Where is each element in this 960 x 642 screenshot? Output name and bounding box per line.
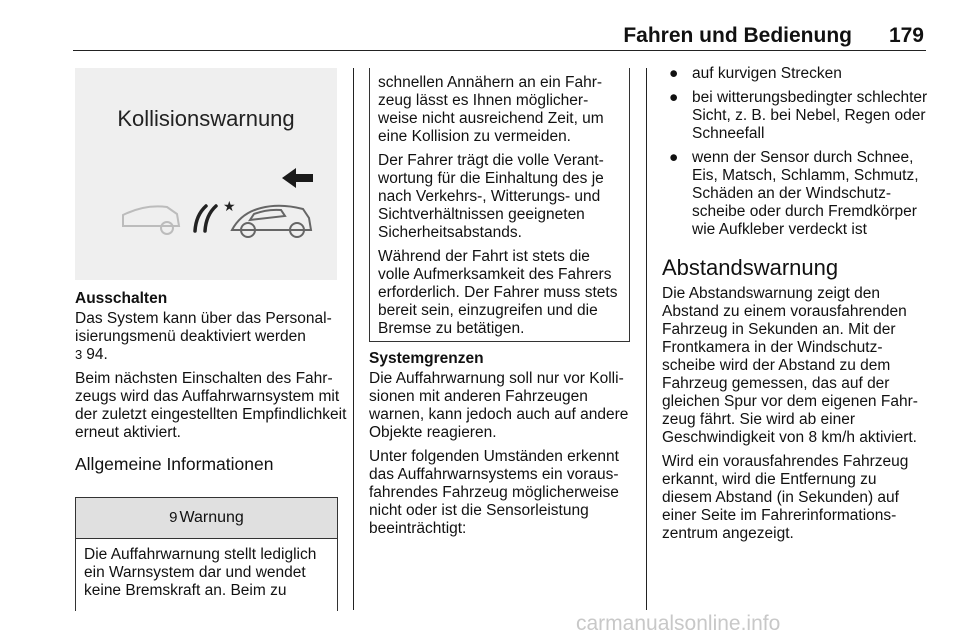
warning-continued-paragraph-1: schnellen Annähern an ein Fahrzeug lässt es Ihnen möglicherweise nicht ausreichend Zeit, um eine Kollision zu vermeiden. — [378, 74, 604, 145]
header-rule — [73, 50, 926, 51]
paragraph-ausschalten-1 — [75, 310, 347, 364]
warning-header — [76, 498, 337, 539]
column-3 — [662, 65, 930, 549]
warning-box — [75, 497, 338, 611]
bullet-icon: ● — [669, 149, 679, 166]
page-reference: 94. — [86, 346, 108, 363]
watermark: carmanualsonline.info — [576, 612, 781, 635]
list-item-text: bei witterungsbedingter schlechter Sicht, z. B. bei Nebel, Regen oder Schneefall — [692, 89, 928, 142]
page-header-title: Fahren und Bedienung — [623, 24, 852, 47]
paragraph-abstand-1: Die Abstandswarnung zeigt den Abstand zu einem vorausfahrenden Fahrzeug in Sekunden an. Mit der Frontkamera in der Windschutzscheibe wird der Abstand zu dem Fahrzeug gemessen, das auf der gleichen Spur vor dem eigenen Fahrzeug fährt. Sie wird ab einer Geschwindigkeit von 8 km/h aktiviert. — [662, 285, 918, 446]
star-icon: ★ — [223, 199, 236, 215]
paragraph-systemgrenzen-2: Unter folgenden Umständen erkennt das Auffahrwarnsystems ein vorausfahrendes Fahrzeug möglicherweise nicht oder ist die Sensorleistung beeinträchtigt: — [369, 448, 619, 537]
warning-icon: 9 — [169, 509, 178, 526]
car-collision-illustration — [75, 68, 337, 280]
paragraph-abstand-2: Wird ein vorausfahrendes Fahrzeug erkannt, wird die Entfernung zu diesem Abstand (in Sekunden) auf einer Seite im Fahrerinformationszentrum angezeigt. — [662, 453, 909, 542]
warning-box-continued — [369, 68, 630, 342]
page-number: 179 — [888, 24, 924, 47]
page-reference-icon: 3 — [75, 347, 83, 362]
list-item-text: auf kurvigen Strecken — [692, 65, 842, 82]
paragraph-systemgrenzen-1: Die Auffahrwarnung soll nur vor Kollisionen mit anderen Fahrzeugen warnen, kann jedoch auch auf andere Objekte reagieren. — [369, 370, 629, 441]
warning-continued-paragraph-2: Der Fahrer trägt die volle Verantwortung für die Einhaltung des je nach Verkehrs-, Witterungs- und Sichtverhältnissen geeigneten Sicherheitsabstands. — [378, 152, 604, 241]
column-divider-2 — [646, 68, 647, 610]
bullet-icon: ● — [669, 89, 679, 106]
front-car-icon — [232, 206, 311, 237]
warning-title: Warnung — [179, 509, 244, 526]
paragraph-ausschalten-2: Beim nächsten Einschalten des Fahrzeugs wird das Auffahrwarnsystem mit der zuletzt eingestellten Empfindlichkeit erneut aktiviert. — [75, 370, 347, 441]
left-arrow-icon — [282, 168, 313, 188]
column-1 — [75, 290, 347, 493]
bullet-icon: ● — [669, 65, 679, 82]
heading-allgemeine-informationen: Allgemeine Informationen — [75, 454, 274, 474]
heading-systemgrenzen: Systemgrenzen — [369, 350, 484, 367]
paragraph-text: Das System kann über das Personalisierungsmenü deaktiviert werden — [75, 310, 332, 345]
figure-caption: Kollisionswarnung — [117, 106, 295, 131]
list-item — [662, 65, 930, 83]
column-divider-1 — [353, 68, 354, 610]
warning-continued-paragraph-3: Während der Fahrt ist stets die volle Aufmerksamkeit des Fahrers erforderlich. Der Fahrer muss stets bereit sein, einzugreifen und die Bremse zu betätigen. — [378, 248, 618, 337]
column-2 — [369, 350, 637, 544]
warning-text: Die Auffahrwarnung stellt lediglich ein Warnsystem dar und wendet keine Bremskraft an. Beim zu — [84, 546, 317, 599]
conditions-list — [662, 65, 930, 239]
list-item — [662, 149, 930, 239]
list-item — [662, 89, 930, 143]
heading-abstandswarnung: Abstandswarnung — [662, 255, 839, 280]
rear-car-icon — [123, 206, 179, 234]
heading-ausschalten: Ausschalten — [75, 290, 168, 307]
collision-warning-figure — [75, 68, 337, 280]
list-item-text: wenn der Sensor durch Schnee, Eis, Matsch, Schlamm, Schmutz, Schäden an der Windschutzscheibe oder durch Fremdkörper wie Aufkleber verdeckt ist — [692, 149, 919, 238]
warning-waves-icon — [195, 206, 216, 231]
